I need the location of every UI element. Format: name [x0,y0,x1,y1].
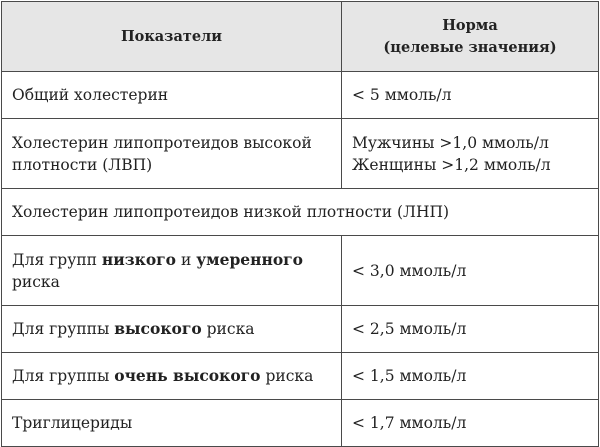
row-label [2,236,342,306]
row-value [342,119,599,189]
table-row-total-cholesterol [2,72,599,119]
row-label: Холестерин липопротеидов высокой плотности (ЛВП) [2,119,342,189]
row-label [2,353,342,400]
header-row [2,2,599,72]
label-bold-high: высокого [114,319,202,338]
label-suffix: риска [201,320,255,338]
header-norm-subtitle: (целевые значения) [383,38,557,56]
table-row-ldl-section [2,189,599,236]
header-indicator: Показатели [2,2,342,72]
row-label: Общий холестерин [2,72,342,119]
table-row-ldl-low-moderate [2,236,599,306]
label-prefix: Для группы [12,320,115,338]
row-value: < 2,5 ммоль/л [342,306,599,353]
header-norm [342,2,599,72]
hdl-women-value: Женщины >1,2 ммоль/л [352,155,551,174]
section-label: Холестерин липопротеидов низкой плотности (ЛНП) [2,189,599,236]
label-bold-moderate: умеренного [196,249,304,269]
label-bold-very-high: очень высокого [114,366,261,385]
table-row-hdl [2,119,599,189]
header-norm-title: Норма [442,16,498,34]
label-suffix: риска [12,272,60,291]
label-prefix: Для группы [12,367,115,385]
cholesterol-norms-table [1,1,599,447]
row-value: < 1,5 ммоль/л [342,353,599,400]
label-suffix: риска [260,367,314,385]
label-bold-low: низкого [101,249,177,269]
row-value: < 1,7 ммоль/л [342,400,599,447]
row-label [2,306,342,353]
label-prefix: Для групп [12,250,102,269]
table-row-ldl-high [2,306,599,353]
table-row-triglycerides [2,400,599,447]
table-row-ldl-very-high [2,353,599,400]
label-mid: и [176,250,197,269]
row-label: Триглицериды [2,400,342,447]
row-value: < 3,0 ммоль/л [342,236,599,306]
row-value: < 5 ммоль/л [342,72,599,119]
hdl-men-value: Мужчины >1,0 ммоль/л [352,133,549,152]
